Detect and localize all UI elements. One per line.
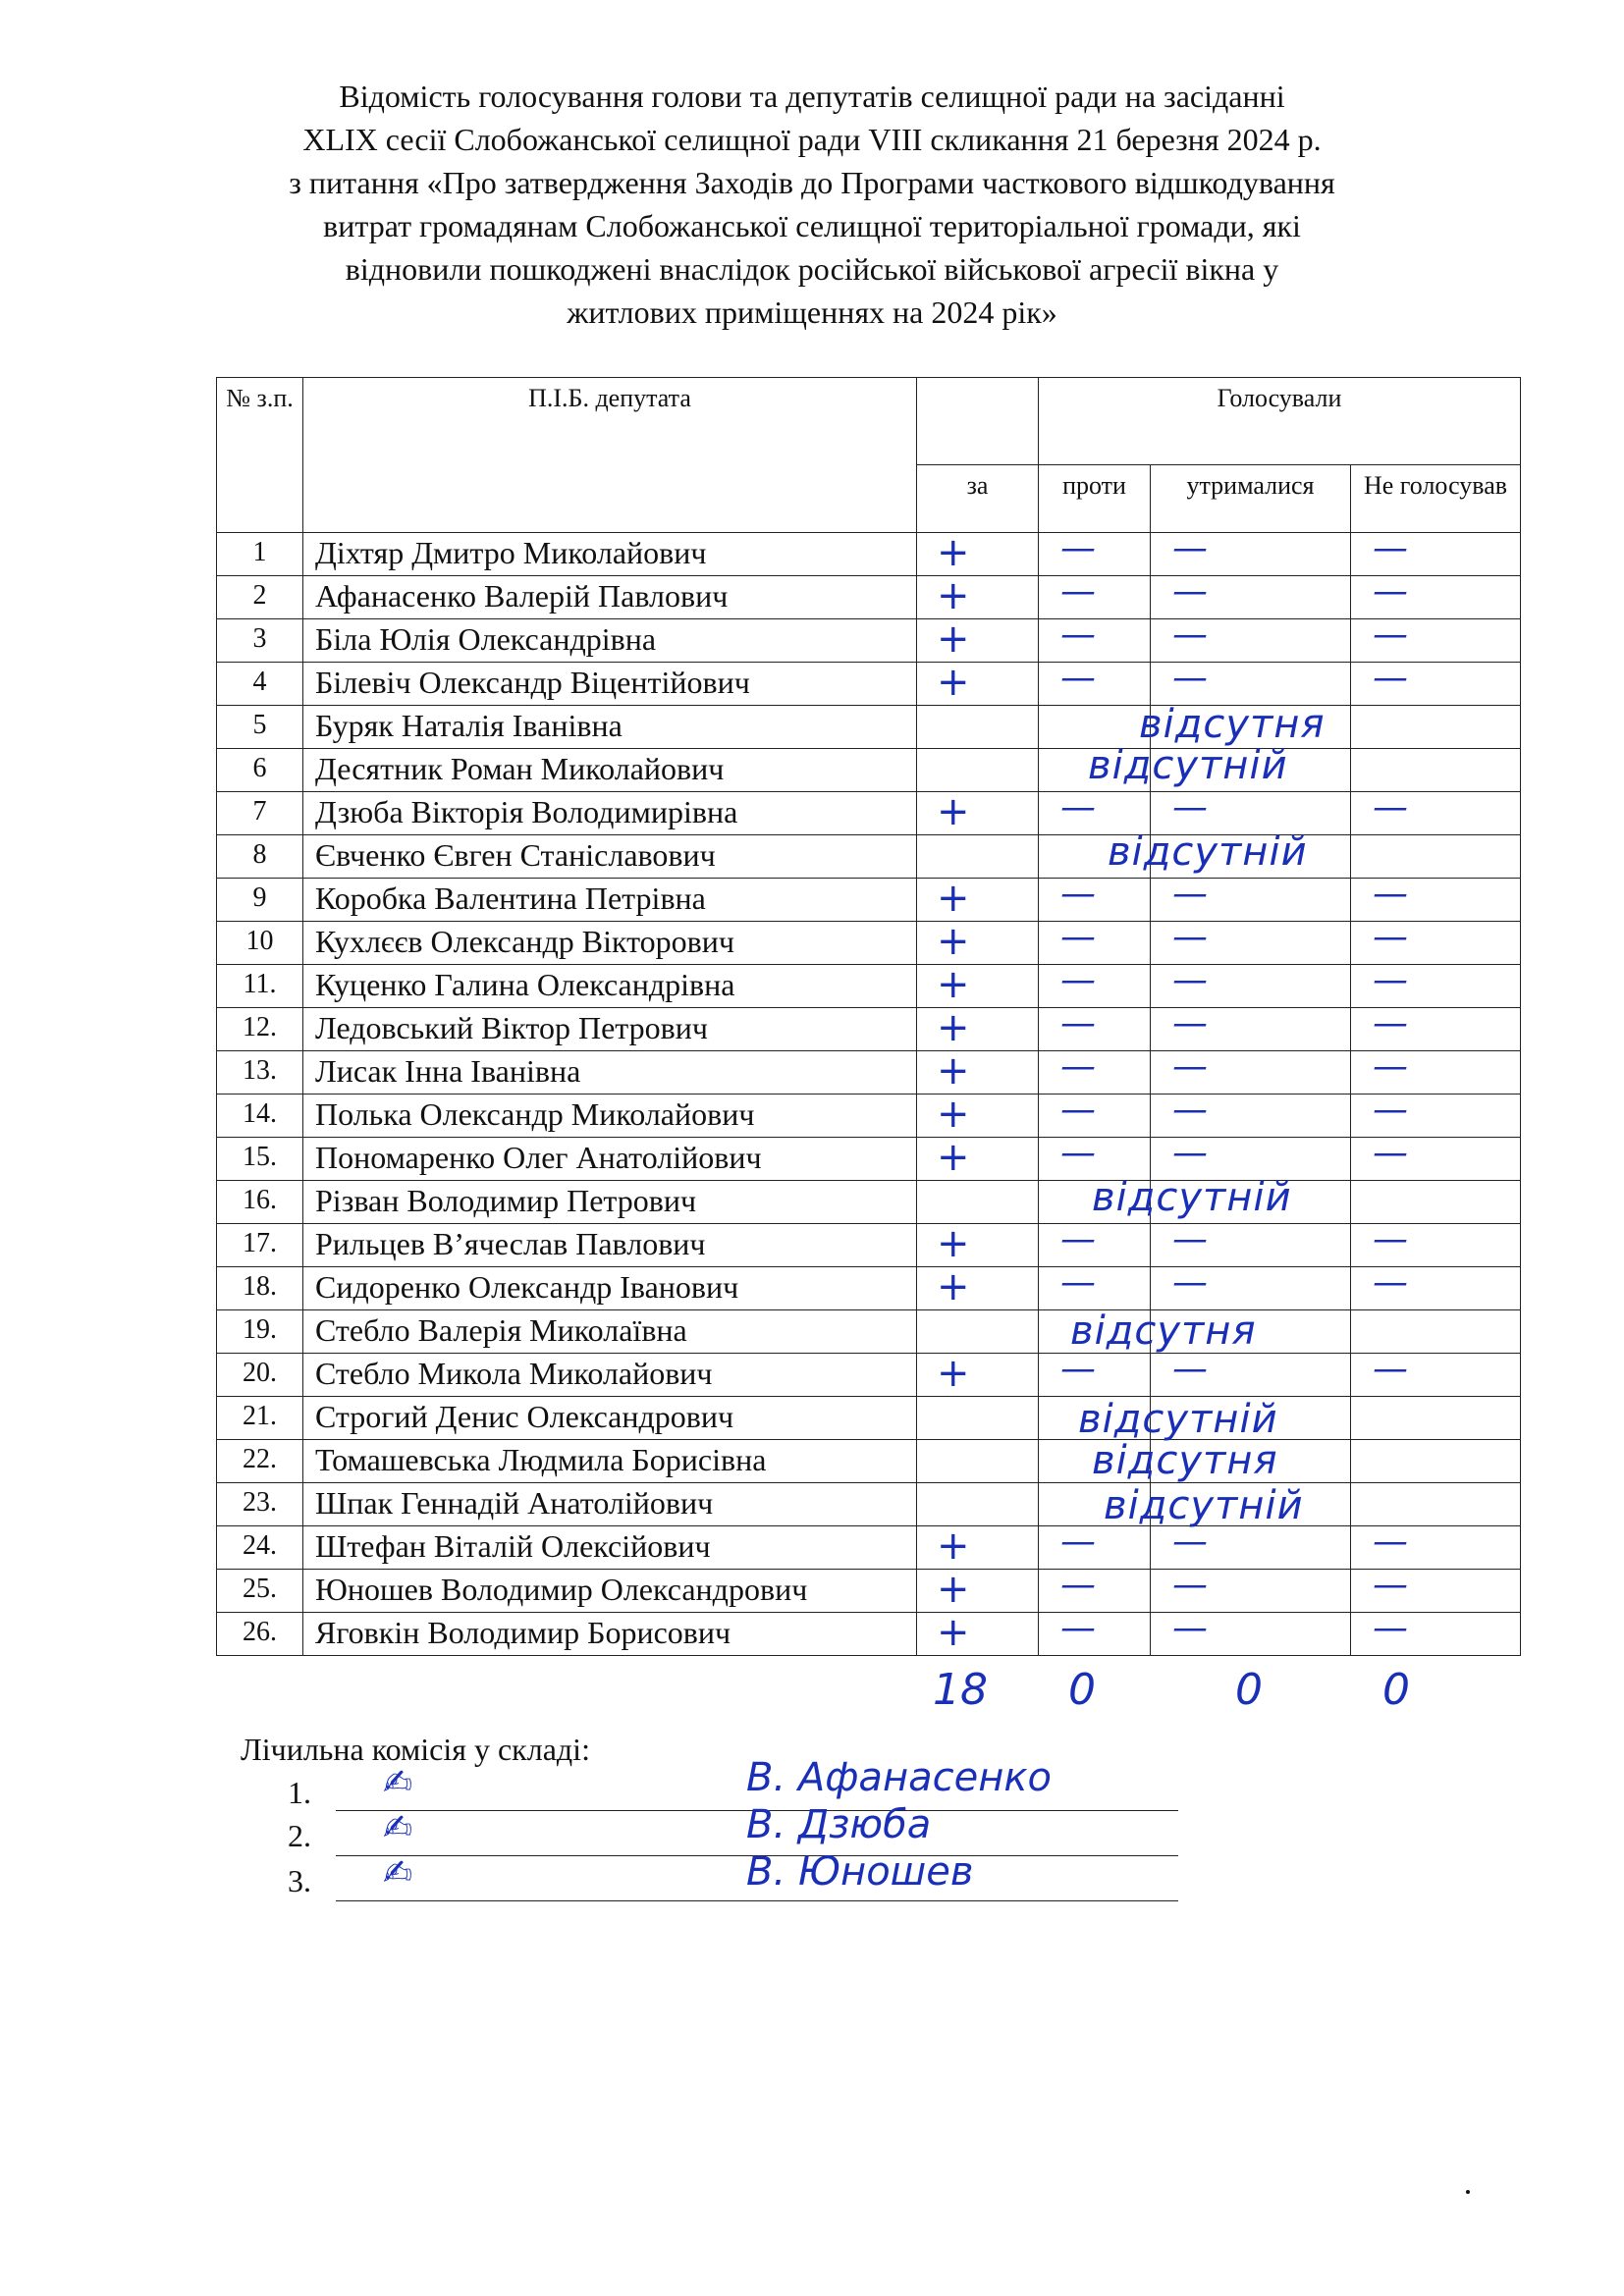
header-blank (917, 378, 1039, 465)
vote-mark-utr: — (1172, 1223, 1208, 1259)
vote-proty (1039, 1008, 1151, 1051)
vote-utrymalysia (1151, 1095, 1351, 1138)
row-number: 7 (217, 792, 303, 835)
vote-proty (1039, 1267, 1151, 1310)
vote-za (917, 835, 1039, 879)
vote-za (917, 706, 1039, 749)
vote-za (917, 1095, 1039, 1138)
member-number: 1. (288, 1775, 311, 1810)
voting-table (216, 377, 1521, 1656)
vote-mark-utr: — (1172, 1137, 1208, 1173)
row-number: 25. (217, 1570, 303, 1613)
vote-mark-proty: — (1060, 1050, 1096, 1087)
vote-mark-za: + (937, 1569, 970, 1612)
table-row (217, 922, 1521, 965)
row-number: 20. (217, 1354, 303, 1397)
member-number: 2. (288, 1818, 311, 1853)
vote-mark-proty: — (1060, 1525, 1096, 1562)
title-line: Відомість голосування голови та депутатів селищної ради на засіданні (339, 79, 1285, 114)
vote-proty (1039, 1354, 1151, 1397)
vote-za (917, 1483, 1039, 1526)
vote-mark-za: + (937, 1223, 970, 1266)
absent-mark: відсутній (1104, 1483, 1304, 1528)
vote-mark-proty: — (1060, 532, 1096, 568)
table-row (217, 1570, 1521, 1613)
vote-utrymalysia (1151, 1224, 1351, 1267)
absent-mark: відсутній (1108, 829, 1308, 875)
vote-mark-ne: — (1373, 618, 1408, 655)
vote-za (917, 1613, 1039, 1656)
vote-mark-utr: — (1172, 791, 1208, 828)
vote-mark-za: + (937, 1266, 970, 1309)
row-number: 16. (217, 1181, 303, 1224)
vote-za (917, 663, 1039, 706)
vote-ne-holosuvav (1351, 879, 1521, 922)
vote-mark-utr: — (1172, 1266, 1208, 1303)
vote-proty (1039, 533, 1151, 576)
row-number: 15. (217, 1138, 303, 1181)
vote-ne-holosuvav (1351, 1051, 1521, 1095)
title-line: відновили пошкоджені внаслідок російської військової агресії вікна у (345, 251, 1279, 287)
table-row (217, 879, 1521, 922)
vote-za (917, 1570, 1039, 1613)
member-name: В. Афанасенко (746, 1755, 1052, 1800)
vote-mark-ne: — (1373, 1612, 1408, 1648)
vote-za (917, 1138, 1039, 1181)
signature-scrawl: ✍ (383, 1853, 413, 1894)
vote-ne-holosuvav (1351, 1570, 1521, 1613)
vote-ne-holosuvav (1351, 835, 1521, 879)
vote-proty (1039, 706, 1151, 749)
vote-za (917, 1224, 1039, 1267)
title-line: витрат громадянам Слобожанської селищної територіальної громади, які (323, 208, 1301, 243)
vote-ne-holosuvav (1351, 922, 1521, 965)
deputy-name: Біла Юлія Олександрівна (303, 619, 917, 663)
vote-mark-ne: — (1373, 662, 1408, 698)
vote-mark-za: + (937, 1137, 970, 1180)
table-row (217, 619, 1521, 663)
vote-mark-utr: — (1172, 575, 1208, 612)
vote-ne-holosuvav (1351, 965, 1521, 1008)
vote-mark-utr: — (1172, 921, 1208, 957)
vote-proty (1039, 619, 1151, 663)
row-number: 9 (217, 879, 303, 922)
table-row (217, 663, 1521, 706)
deputy-name: Штефан Віталій Олексійович (303, 1526, 917, 1570)
vote-mark-za: + (937, 575, 970, 618)
table-row (217, 1267, 1521, 1310)
vote-mark-za: + (937, 878, 970, 921)
vote-mark-proty: — (1060, 964, 1096, 1000)
vote-mark-utr: — (1172, 878, 1208, 914)
absent-mark: відсутня (1092, 1438, 1278, 1483)
vote-mark-proty: — (1060, 1353, 1096, 1389)
vote-ne-holosuvav (1351, 1354, 1521, 1397)
deputy-name: Дзюба Вікторія Володимирівна (303, 792, 917, 835)
table-row (217, 1613, 1521, 1656)
table-row (217, 1526, 1521, 1570)
stray-mark (1466, 2190, 1470, 2194)
vote-mark-ne: — (1373, 791, 1408, 828)
vote-za (917, 576, 1039, 619)
deputy-name: Сидоренко Олександр Іванович (303, 1267, 917, 1310)
vote-proty (1039, 663, 1151, 706)
vote-za (917, 1440, 1039, 1483)
vote-mark-proty: — (1060, 1094, 1096, 1130)
vote-mark-utr: — (1172, 964, 1208, 1000)
table-row (217, 1138, 1521, 1181)
vote-mark-za: + (937, 1094, 970, 1137)
vote-ne-holosuvav (1351, 1181, 1521, 1224)
vote-za (917, 1267, 1039, 1310)
deputy-name: Стебло Валерія Миколаївна (303, 1310, 917, 1354)
vote-utrymalysia (1151, 1138, 1351, 1181)
vote-mark-utr: — (1172, 532, 1208, 568)
vote-ne-holosuvav (1351, 1613, 1521, 1656)
vote-mark-utr: — (1172, 618, 1208, 655)
deputy-name: Євченко Євген Станіславович (303, 835, 917, 879)
deputy-name: Ледовський Віктор Петрович (303, 1008, 917, 1051)
deputy-name: Строгий Денис Олександрович (303, 1397, 917, 1440)
total-za: 18 (933, 1665, 988, 1715)
vote-utrymalysia (1151, 965, 1351, 1008)
table-row (217, 1008, 1521, 1051)
vote-za (917, 533, 1039, 576)
vote-mark-ne: — (1373, 1007, 1408, 1043)
vote-ne-holosuvav (1351, 533, 1521, 576)
member-name: В. Юношев (746, 1849, 974, 1895)
table-row (217, 1397, 1521, 1440)
vote-za (917, 792, 1039, 835)
vote-mark-proty: — (1060, 1137, 1096, 1173)
vote-proty (1039, 1526, 1151, 1570)
vote-ne-holosuvav (1351, 1267, 1521, 1310)
vote-utrymalysia (1151, 879, 1351, 922)
vote-mark-proty: — (1060, 1569, 1096, 1605)
vote-ne-holosuvav (1351, 576, 1521, 619)
vote-mark-proty: — (1060, 1007, 1096, 1043)
vote-ne-holosuvav (1351, 1483, 1521, 1526)
vote-ne-holosuvav (1351, 1310, 1521, 1354)
deputy-name: Лисак Інна Іванівна (303, 1051, 917, 1095)
absent-mark: відсутній (1088, 743, 1288, 788)
vote-utrymalysia (1151, 792, 1351, 835)
vote-utrymalysia (1151, 1267, 1351, 1310)
absent-mark: відсутня (1070, 1308, 1257, 1354)
vote-proty (1039, 1224, 1151, 1267)
vote-mark-za: + (937, 532, 970, 575)
table-row (217, 835, 1521, 879)
vote-mark-za: + (937, 618, 970, 662)
vote-mark-ne: — (1373, 1094, 1408, 1130)
row-number: 26. (217, 1613, 303, 1656)
deputy-name: Томашевська Людмила Борисівна (303, 1440, 917, 1483)
vote-mark-utr: — (1172, 1525, 1208, 1562)
row-number: 17. (217, 1224, 303, 1267)
vote-mark-proty: — (1060, 921, 1096, 957)
vote-mark-utr: — (1172, 662, 1208, 698)
vote-mark-ne: — (1373, 1223, 1408, 1259)
vote-proty (1039, 576, 1151, 619)
vote-proty (1039, 1138, 1151, 1181)
row-number: 14. (217, 1095, 303, 1138)
vote-mark-ne: — (1373, 921, 1408, 957)
vote-utrymalysia (1151, 576, 1351, 619)
table-row (217, 533, 1521, 576)
absent-mark: відсутній (1092, 1175, 1292, 1220)
header-za: за (917, 465, 1039, 533)
vote-mark-za: + (937, 1353, 970, 1396)
vote-mark-ne: — (1373, 1137, 1408, 1173)
row-number: 23. (217, 1483, 303, 1526)
vote-mark-ne: — (1373, 1353, 1408, 1389)
deputy-name: Шпак Геннадій Анатолійович (303, 1483, 917, 1526)
row-number: 11. (217, 965, 303, 1008)
vote-mark-ne: — (1373, 1569, 1408, 1605)
signature-scrawl: ✍ (383, 1763, 413, 1803)
vote-utrymalysia (1151, 1613, 1351, 1656)
row-number: 10 (217, 922, 303, 965)
vote-mark-za: + (937, 921, 970, 964)
title-line: XLIX сесії Слобожанської селищної ради VIII скликання 21 березня 2024 р. (302, 122, 1322, 157)
vote-za (917, 1397, 1039, 1440)
row-number: 3 (217, 619, 303, 663)
header-name: П.І.Б. депутата (303, 378, 917, 533)
vote-utrymalysia (1151, 922, 1351, 965)
deputy-name: Коробка Валентина Петрівна (303, 879, 917, 922)
total-proty: 0 (1068, 1665, 1096, 1715)
vote-za (917, 1181, 1039, 1224)
vote-proty (1039, 1570, 1151, 1613)
vote-za (917, 879, 1039, 922)
signature-line (336, 1900, 1178, 1901)
header-utrymalysia: утрималися (1151, 465, 1351, 533)
deputy-name: Буряк Наталія Іванівна (303, 706, 917, 749)
vote-mark-ne: — (1373, 878, 1408, 914)
vote-mark-proty: — (1060, 1223, 1096, 1259)
vote-utrymalysia (1151, 1570, 1351, 1613)
vote-mark-proty: — (1060, 1612, 1096, 1648)
row-number: 13. (217, 1051, 303, 1095)
vote-mark-proty: — (1060, 618, 1096, 655)
deputy-name: Стебло Микола Миколайович (303, 1354, 917, 1397)
vote-utrymalysia (1151, 1008, 1351, 1051)
total-ne: 0 (1382, 1665, 1410, 1715)
vote-mark-ne: — (1373, 964, 1408, 1000)
vote-mark-ne: — (1373, 575, 1408, 612)
vote-ne-holosuvav (1351, 749, 1521, 792)
vote-utrymalysia (1151, 533, 1351, 576)
deputy-name: Куценко Галина Олександрівна (303, 965, 917, 1008)
vote-proty (1039, 922, 1151, 965)
deputy-name: Юношев Володимир Олександрович (303, 1570, 917, 1613)
signature-scrawl: ✍ (383, 1808, 413, 1848)
vote-ne-holosuvav (1351, 663, 1521, 706)
vote-ne-holosuvav (1351, 619, 1521, 663)
member-number: 3. (288, 1863, 311, 1898)
vote-utrymalysia (1151, 1354, 1351, 1397)
vote-mark-za: + (937, 964, 970, 1007)
header-proty: проти (1039, 465, 1151, 533)
row-number: 5 (217, 706, 303, 749)
row-number: 18. (217, 1267, 303, 1310)
vote-ne-holosuvav (1351, 1440, 1521, 1483)
vote-ne-holosuvav (1351, 1224, 1521, 1267)
row-number: 1 (217, 533, 303, 576)
vote-mark-utr: — (1172, 1050, 1208, 1087)
vote-ne-holosuvav (1351, 1526, 1521, 1570)
row-number: 8 (217, 835, 303, 879)
vote-mark-ne: — (1373, 1525, 1408, 1562)
vote-mark-utr: — (1172, 1007, 1208, 1043)
table-row (217, 1483, 1521, 1526)
commission-label: Лічильна комісія у складі: (241, 1732, 590, 1767)
vote-mark-za: + (937, 1050, 970, 1094)
absent-mark: відсутня (1139, 702, 1326, 747)
vote-proty (1039, 965, 1151, 1008)
vote-mark-proty: — (1060, 878, 1096, 914)
table-row (217, 1310, 1521, 1354)
table-row (217, 1051, 1521, 1095)
table-row (217, 1181, 1521, 1224)
vote-mark-za: + (937, 1525, 970, 1569)
vote-mark-utr: — (1172, 1353, 1208, 1389)
vote-proty (1039, 879, 1151, 922)
vote-utrymalysia (1151, 1051, 1351, 1095)
vote-mark-za: + (937, 791, 970, 834)
vote-utrymalysia (1151, 1526, 1351, 1570)
vote-proty (1039, 1051, 1151, 1095)
vote-za (917, 1008, 1039, 1051)
row-number: 2 (217, 576, 303, 619)
vote-proty (1039, 1095, 1151, 1138)
vote-mark-utr: — (1172, 1569, 1208, 1605)
deputy-name: Кухлєєв Олександр Вікторович (303, 922, 917, 965)
header-voted: Голосували (1039, 378, 1521, 465)
vote-mark-proty: — (1060, 575, 1096, 612)
header-number: № з.п. (217, 378, 303, 533)
table-row (217, 965, 1521, 1008)
vote-ne-holosuvav (1351, 1397, 1521, 1440)
vote-mark-ne: — (1373, 1266, 1408, 1303)
row-number: 24. (217, 1526, 303, 1570)
vote-utrymalysia (1151, 663, 1351, 706)
vote-za (917, 1354, 1039, 1397)
deputy-name: Афанасенко Валерій Павлович (303, 576, 917, 619)
title-line: житлових приміщеннях на 2024 рік» (567, 294, 1057, 330)
header-ne-holosuvav: Не голосував (1351, 465, 1521, 533)
table-row (217, 792, 1521, 835)
deputy-name: Яговкін Володимир Борисович (303, 1613, 917, 1656)
deputy-name: Діхтяр Дмитро Миколайович (303, 533, 917, 576)
vote-mark-utr: — (1172, 1094, 1208, 1130)
vote-mark-proty: — (1060, 662, 1096, 698)
vote-ne-holosuvav (1351, 706, 1521, 749)
row-number: 4 (217, 663, 303, 706)
vote-mark-ne: — (1373, 532, 1408, 568)
vote-mark-za: + (937, 1007, 970, 1050)
vote-za (917, 965, 1039, 1008)
row-number: 19. (217, 1310, 303, 1354)
table-row (217, 576, 1521, 619)
deputy-name: Полька Олександр Миколайович (303, 1095, 917, 1138)
deputy-name: Рильцев В’ячеслав Павлович (303, 1224, 917, 1267)
deputy-name: Десятник Роман Миколайович (303, 749, 917, 792)
absent-mark: відсутній (1078, 1397, 1278, 1442)
row-number: 22. (217, 1440, 303, 1483)
vote-mark-za: + (937, 662, 970, 705)
deputy-name: Пономаренко Олег Анатолійович (303, 1138, 917, 1181)
row-number: 12. (217, 1008, 303, 1051)
vote-ne-holosuvav (1351, 1095, 1521, 1138)
row-number: 21. (217, 1397, 303, 1440)
vote-za (917, 922, 1039, 965)
member-name: В. Дзюба (746, 1802, 932, 1847)
vote-za (917, 1051, 1039, 1095)
table-row (217, 749, 1521, 792)
vote-za (917, 619, 1039, 663)
vote-ne-holosuvav (1351, 792, 1521, 835)
row-number: 6 (217, 749, 303, 792)
total-utr: 0 (1235, 1665, 1263, 1715)
table-row (217, 1095, 1521, 1138)
vote-proty (1039, 1613, 1151, 1656)
table-row (217, 1224, 1521, 1267)
vote-utrymalysia (1151, 619, 1351, 663)
vote-za (917, 1310, 1039, 1354)
vote-mark-proty: — (1060, 1266, 1096, 1303)
table-row (217, 1354, 1521, 1397)
vote-mark-ne: — (1373, 1050, 1408, 1087)
vote-za (917, 749, 1039, 792)
vote-ne-holosuvav (1351, 1138, 1521, 1181)
vote-mark-proty: — (1060, 791, 1096, 828)
vote-za (917, 1526, 1039, 1570)
vote-mark-utr: — (1172, 1612, 1208, 1648)
vote-proty (1039, 792, 1151, 835)
title-line: з питання «Про затвердження Заходів до Програми часткового відшкодування (289, 165, 1335, 200)
deputy-name: Різван Володимир Петрович (303, 1181, 917, 1224)
deputy-name: Білевіч Олександр Віцентійович (303, 663, 917, 706)
vote-mark-za: + (937, 1612, 970, 1655)
table-row (217, 1440, 1521, 1483)
vote-ne-holosuvav (1351, 1008, 1521, 1051)
